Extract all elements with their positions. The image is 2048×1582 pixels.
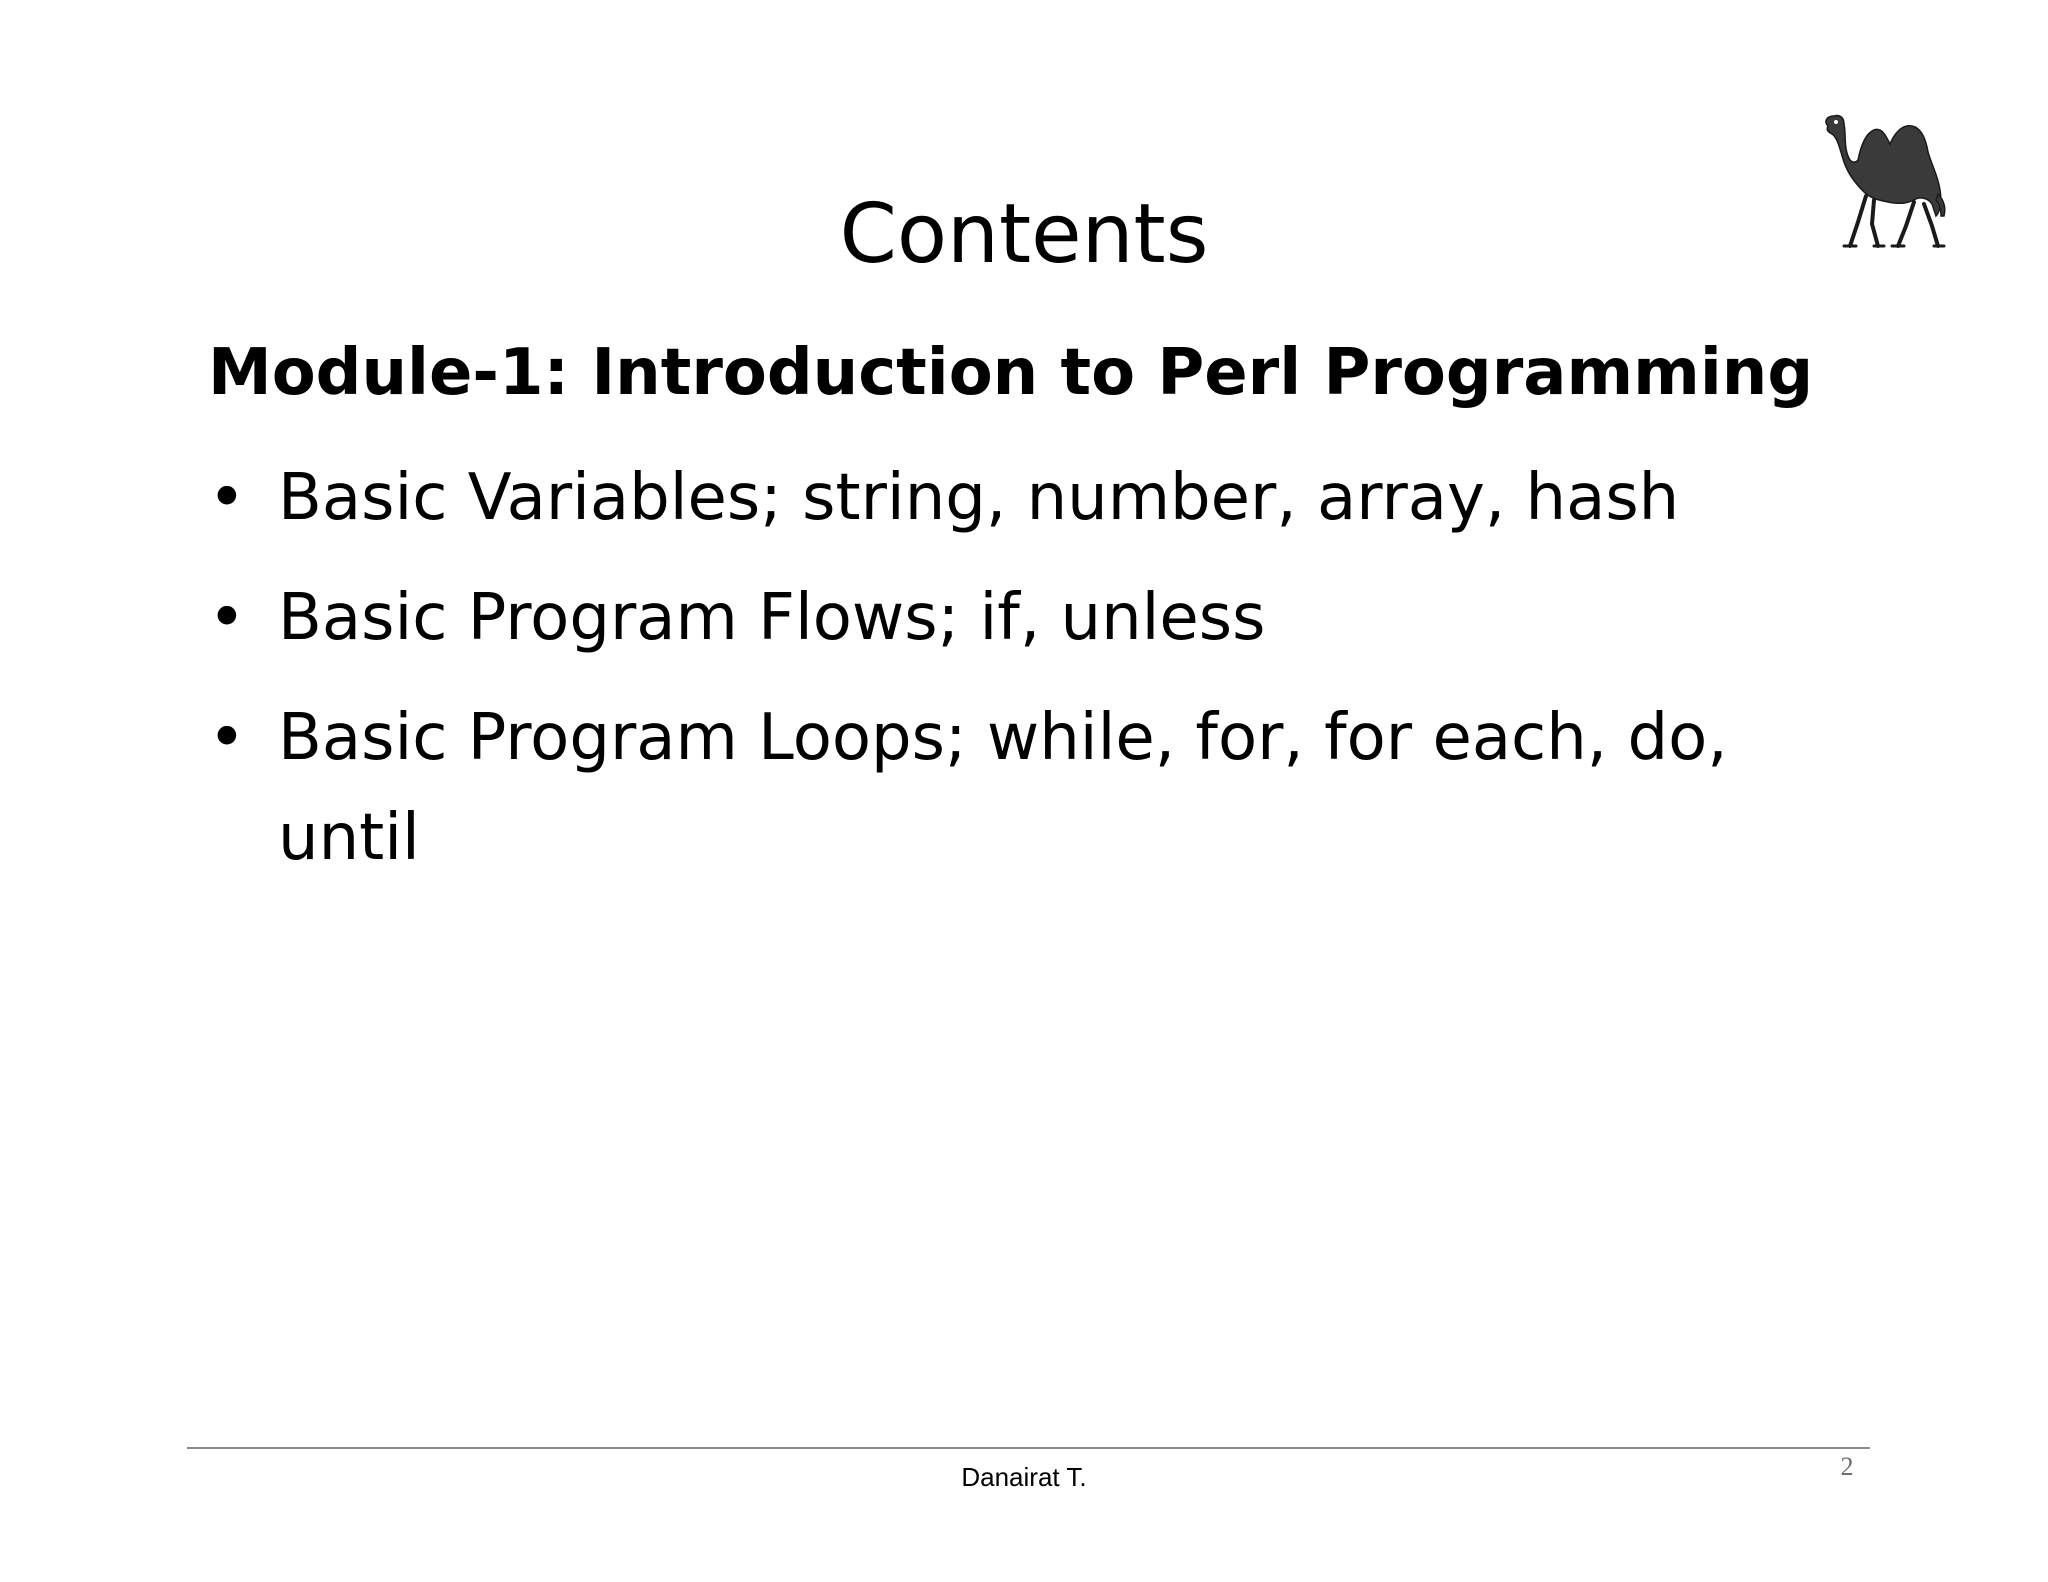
bullet-item-loops — [208, 688, 1848, 888]
page-number: 2 — [1840, 1452, 1854, 1481]
footer-author: Danairat T. — [961, 1462, 1087, 1492]
bullet-list — [208, 448, 1848, 908]
bullet-text: Basic Variables; string, number, array, hash — [278, 461, 1680, 535]
module-heading: Module-1: Introduction to Perl Programming — [208, 336, 1814, 410]
footer-divider — [187, 1447, 1870, 1449]
bullet-dot: • — [208, 581, 246, 655]
bullet-dot: • — [208, 701, 246, 775]
bullet-text: Basic Program Loops; while, for, for each, do, until — [278, 701, 1728, 875]
bullet-dot: • — [208, 461, 246, 535]
slide-title: Contents — [839, 187, 1209, 282]
bullet-item-flows — [208, 568, 1848, 668]
bullet-item-variables — [208, 448, 1848, 548]
bullet-text: Basic Program Flows; if, unless — [278, 581, 1266, 655]
